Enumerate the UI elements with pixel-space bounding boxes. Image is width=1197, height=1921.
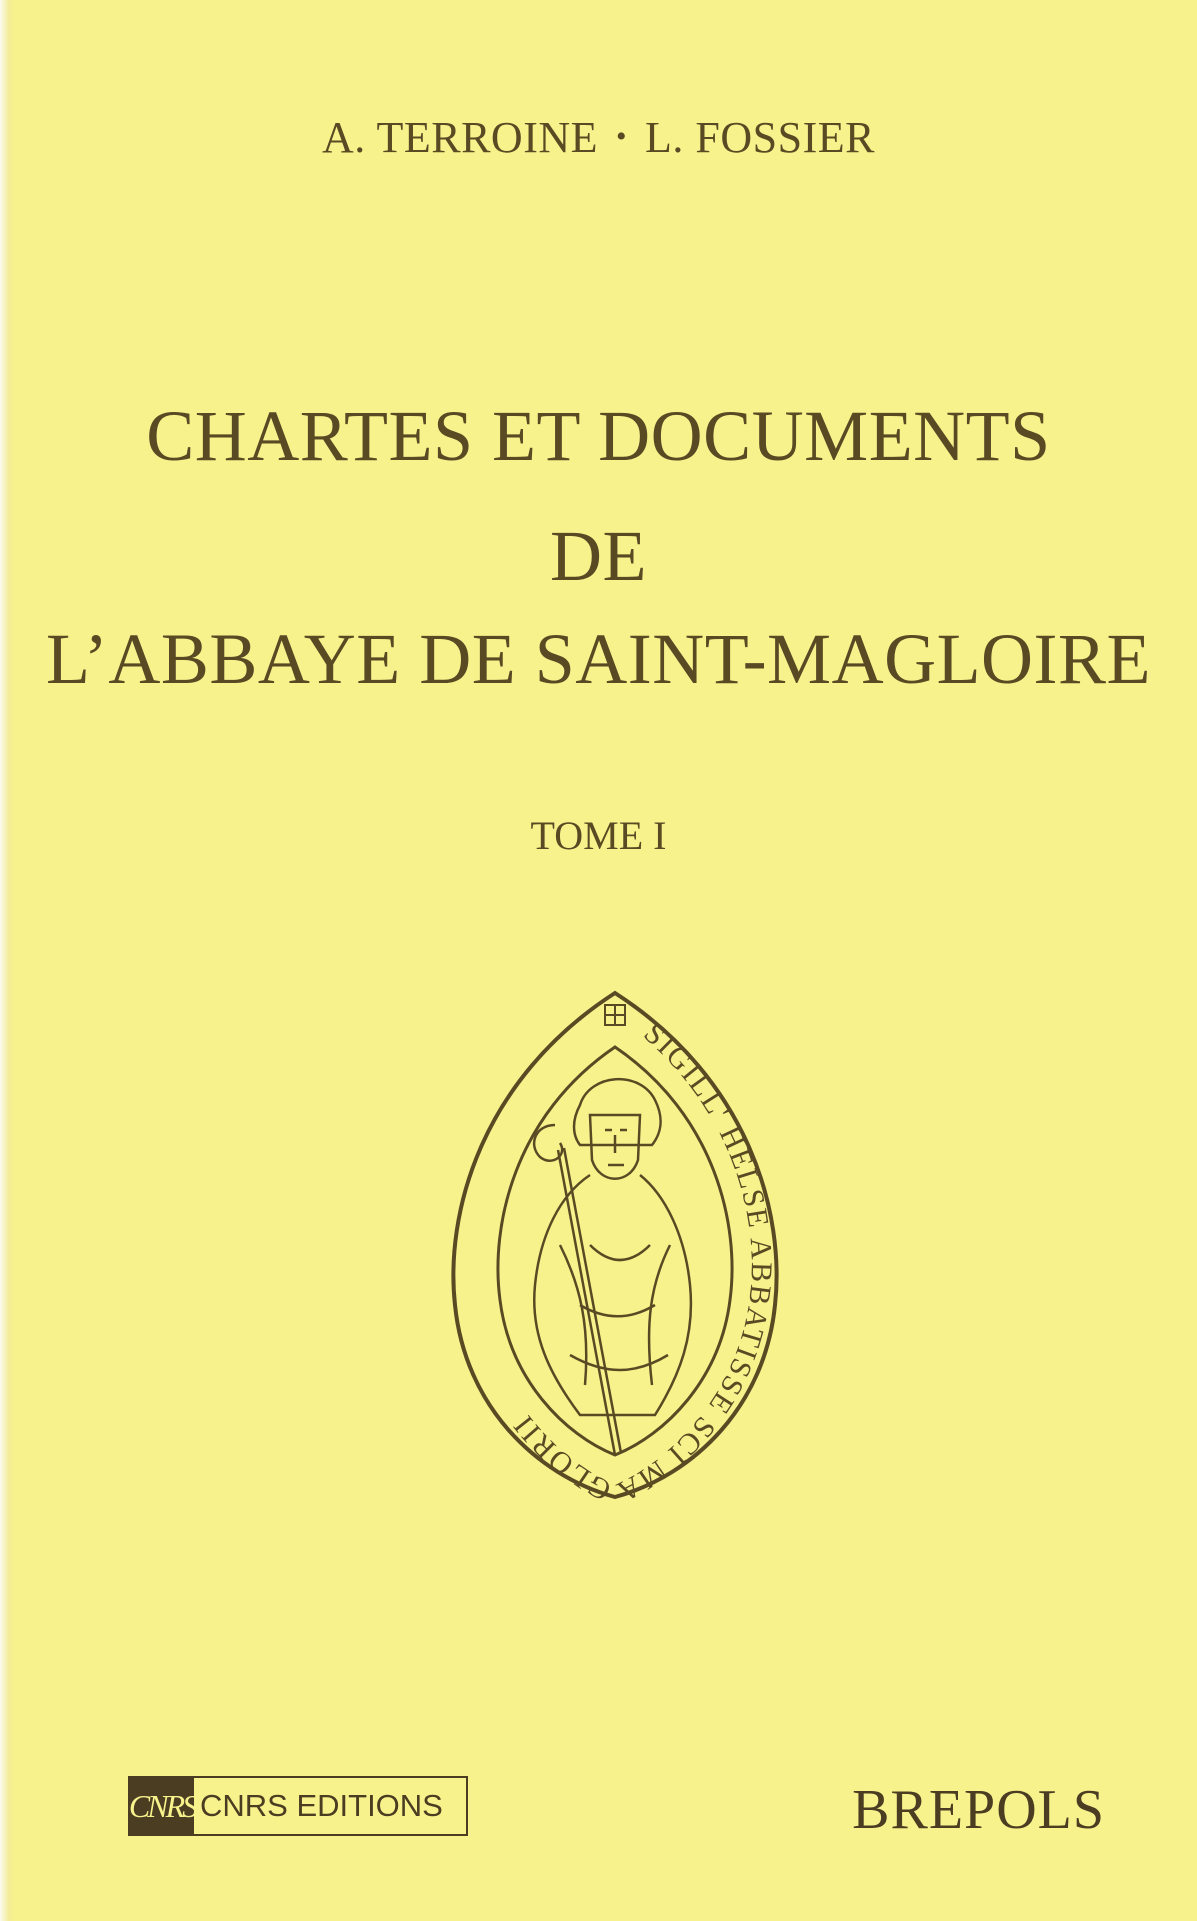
title-line-2: DE: [550, 516, 647, 596]
author-terroine: A. TERROINE: [322, 113, 599, 162]
volume-label: TOME I: [530, 813, 667, 858]
abbey-seal-icon: [440, 985, 790, 1505]
seal-cross-icon: [605, 1005, 625, 1025]
seal-inscription: SIGILL' HELSE ABBATISSE SCI MAGLORII: [506, 1016, 778, 1505]
author-line: [0, 112, 1197, 163]
spine-edge: [0, 0, 14, 1921]
svg-text:SIGILL' HELSE ABBATISSE SCI MA: [506, 1016, 778, 1505]
author-fossier: L. FOSSIER: [645, 113, 875, 162]
cnrs-editions-label: CNRS EDITIONS: [200, 1788, 443, 1823]
cnrs-monogram: CNRS: [130, 1778, 194, 1834]
abbess-figure-icon: [534, 1079, 691, 1455]
brepols-publisher: BREPOLS: [852, 1779, 1105, 1841]
cnrs-editions-logo: [128, 1776, 468, 1836]
title-line-1: CHARTES ET DOCUMENTS: [146, 396, 1051, 476]
title-line-3: L’ABBAYE DE SAINT-MAGLOIRE: [45, 619, 1152, 699]
author-separator-bullet: •: [616, 120, 628, 153]
